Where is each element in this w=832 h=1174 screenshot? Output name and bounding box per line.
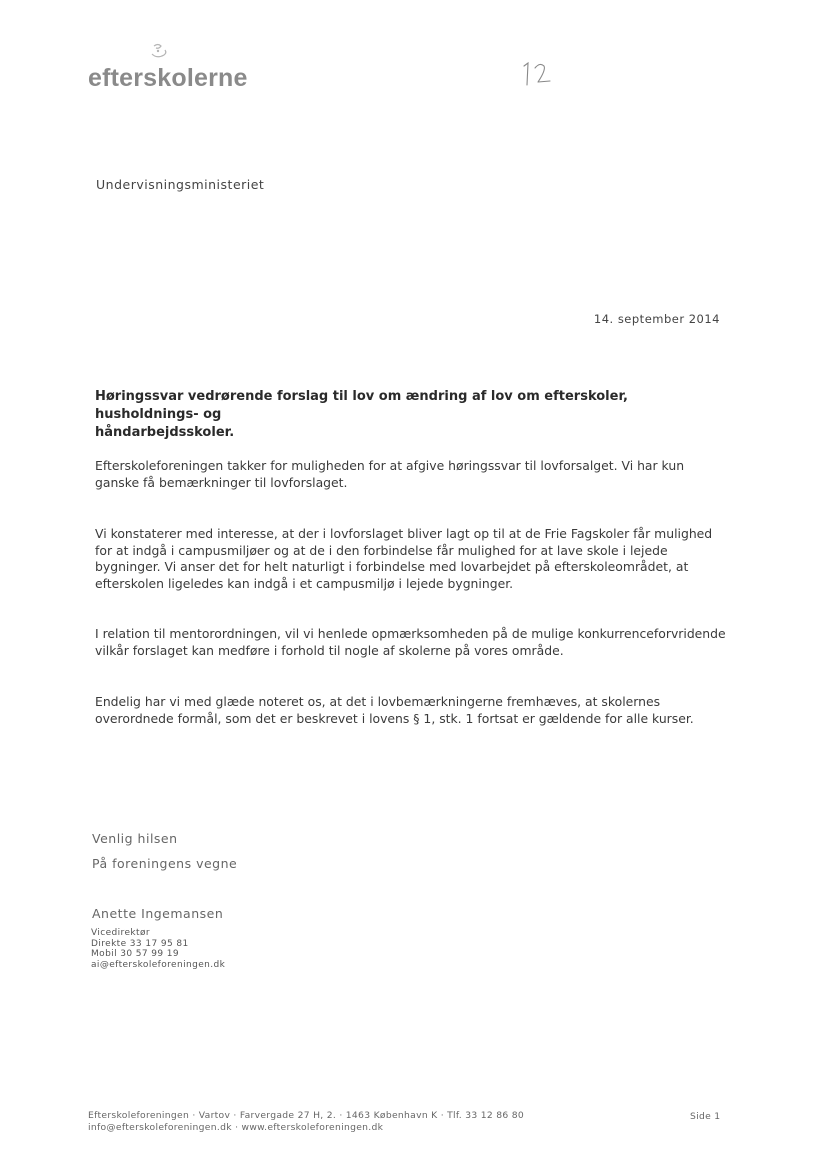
- signer-email: ai@efterskoleforeningen.dk: [91, 959, 226, 970]
- logo-text: efterskolerne: [88, 64, 248, 92]
- signer-title: Vicedirektør: [91, 928, 150, 938]
- recipient: Undervisningsministeriet: [96, 177, 265, 192]
- paragraph-campus: [95, 526, 735, 592]
- text-line: ganske få bemærkninger til lovforslaget.: [95, 474, 348, 490]
- signature-block: [91, 928, 225, 970]
- footer-address: Efterskoleforeningen · Vartov · Farvergade 27 H, 2. · 1463 København K · Tlf. 33 12 86 80: [88, 1110, 525, 1121]
- signer-mobile: Mobil 30 57 99 19: [91, 949, 180, 959]
- letterhead-logo: [88, 42, 288, 92]
- text-line: vilkår forslaget kan medføre i forhold til nogle af skolerne på vores område.: [95, 642, 564, 658]
- subject-line: Høringssvar vedrørende forslag til lov om ændring af lov om efterskoler, husholdnings- og: [95, 389, 628, 422]
- text-line: efterskolen ligeledes kan indgå i et campusmiljø i lejede bygninger.: [95, 575, 514, 591]
- text-line: Efterskoleforeningen takker for muligheden for at afgive høringssvar til lovforsalget. Vi har kun: [95, 458, 685, 473]
- text-line: Vi konstaterer med interesse, at der i lovforslaget bliver lagt op til at de Frie Fagskoler får mulighed: [95, 526, 713, 541]
- handwritten-number: [520, 60, 560, 90]
- subject-line: håndarbejdsskoler.: [95, 425, 235, 440]
- signer-direct-phone: Direkte 33 17 95 81: [91, 938, 189, 949]
- text-line: Endelig har vi med glæde noteret os, at det i lovbemærkningerne fremhæves, at skolernes: [95, 694, 661, 709]
- footer-contact: info@efterskoleforeningen.dk · www.efterskoleforeningen.dk: [88, 1121, 384, 1133]
- text-line: for at indgå i campusmiljøer og at de i den forbindelse får mulighed for at lave skole i lejede: [95, 542, 668, 558]
- text-line: bygninger. Vi anser det for helt naturligt i forbindelse med lovarbejdet på efterskoleområdet, at: [95, 559, 689, 574]
- paragraph-thanks: [95, 458, 735, 491]
- text-line: overordnede formål, som det er beskrevet i lovens § 1, stk. 1 fortsat er gældende for alle kurser.: [95, 710, 694, 726]
- logo-symbol-icon: [148, 42, 172, 62]
- page-footer: [88, 1110, 524, 1133]
- paragraph-purpose: [95, 694, 735, 727]
- letter-date: 14. september 2014: [593, 312, 720, 326]
- closing-on-behalf: På foreningens vegne: [92, 856, 238, 871]
- signer-name: Anette Ingemansen: [92, 906, 224, 921]
- paragraph-mentor: [95, 626, 735, 659]
- closing-greeting: Venlig hilsen: [92, 831, 178, 846]
- page-number: Side 1: [690, 1111, 721, 1122]
- text-line: I relation til mentorordningen, vil vi henlede opmærksomheden på de mulige konkurrenceforvridende: [95, 626, 726, 641]
- subject-heading: [95, 388, 715, 442]
